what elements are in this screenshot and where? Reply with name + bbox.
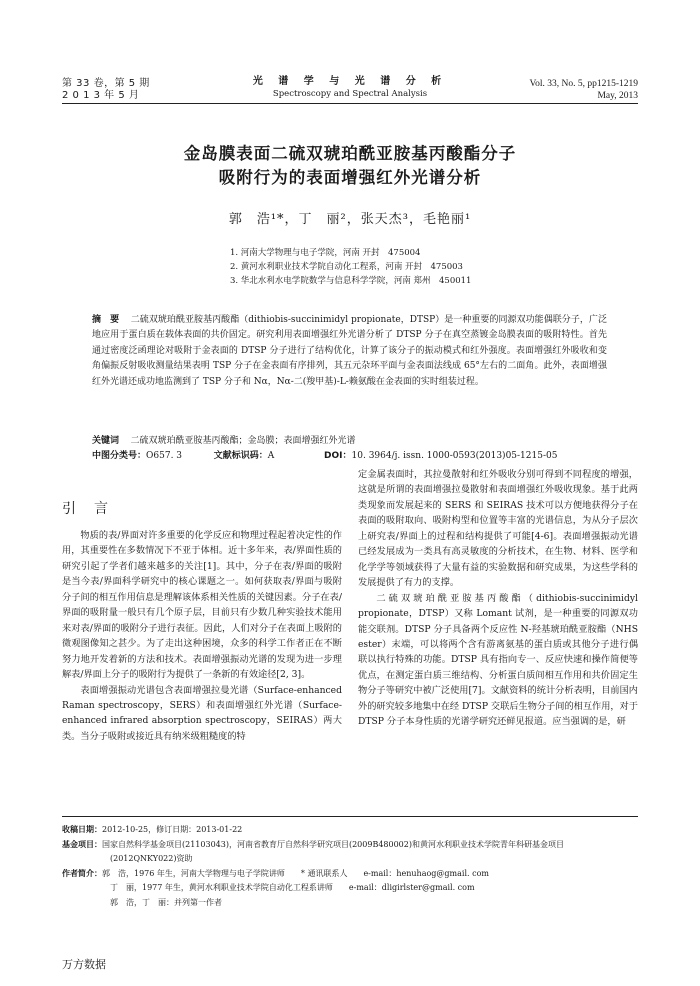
author-bio-2: 丁 丽，1977 年生，黄河水利职业技术学院自动化工程系讲师 e-mail：dligirlster@gmail. com — [110, 883, 475, 892]
affiliation-1: 1. 河南大学物理与电子学院，河南 开封 475004 — [230, 248, 421, 258]
paper-title-line2: 吸附行为的表面增强红外光谱分析 — [218, 168, 482, 187]
author-bio-3: 郭 浩，丁 丽：并列第一作者 — [110, 897, 222, 907]
doi-label: DOI： — [324, 451, 352, 461]
keywords-label: 关键词 — [92, 436, 120, 446]
received-label: 收稿日期： — [62, 825, 102, 834]
affiliations — [230, 246, 471, 288]
funding-text-cont: (2012QNKY022)资助 — [110, 854, 193, 863]
left-paragraph-1: 物质的表/界面对许多重要的化学反应和物理过程起着决定性的作用，其重要性在多数情况下不亚于体相。近十多年来，表/界面性质的研究引起了学者们越来越多的关注[1]。其中，分子在表/界面的吸附是当今表/界面科学研究中的核心课题之一。如何获取表/界面与吸附分子间的相互作用信息是理解该体系相关性质的关键因素。分子在表/界面的吸附量一般只有几个原子层，目前只有少数几种实验技术能用来对表/界面的吸附分子进行表征。因此，人们对分子在表面上吸附的微观图像知之甚少。为了走出这种困境，众多的科学工作者正在不断努力地开发着新的方法和技术。表面增强振动光谱的发现为进一步理解表/界面上分子的吸附行为提供了一条新的有效途径[2, 3]。 — [62, 530, 342, 681]
section-heading-introduction: 引言 — [62, 501, 126, 517]
issue-date: 2 0 1 3 年 5 月 — [62, 90, 140, 101]
doc-code: A — [267, 451, 275, 461]
footer-watermark: 万方数据 — [62, 958, 106, 971]
keywords-text: 二硫双琥珀酰亚胺基丙酸酯；金岛膜；表面增强红外光谱 — [130, 436, 356, 446]
volume-issue: 第 33 卷，第 5 期 — [62, 78, 150, 89]
journal-name-cn: 光 谱 学 与 光 谱 分 析 — [252, 76, 448, 87]
month-year: May, 2013 — [597, 91, 638, 101]
volume-pages: Vol. 33, No. 5, pp1215-1219 — [529, 79, 638, 89]
journal-name-en: Spectroscopy and Spectral Analysis — [272, 89, 428, 99]
clc-label: 中图分类号： — [92, 451, 147, 461]
author-bio-label: 作者简介： — [62, 868, 102, 878]
author-list: 郭 浩¹*，丁 丽²，张天杰³，毛艳丽¹ — [228, 212, 472, 227]
doc-code-label: 文献标识码： — [213, 451, 268, 461]
left-paragraph-2: 表面增强振动光谱包含表面增强拉曼光谱（Surface-enhanced Raman spectroscopy，SERS）和表面增强红外光谱（Surface-enhanced infrared absorption spectroscopy，SEIRAS）两大类。当分子吸附或接近具有纳米级粗糙度的特 — [62, 684, 342, 742]
abstract — [92, 313, 607, 390]
funding-label: 基金项目： — [62, 839, 102, 849]
affiliation-3: 3. 华北水利水电学院数学与信息科学学院，河南 郑州 450011 — [230, 276, 472, 286]
paper-title-line1: 金岛膜表面二硫双琥珀酰亚胺基丙酸酯分子 — [183, 144, 517, 163]
header-rule — [62, 103, 638, 104]
footnote-rule — [62, 816, 638, 817]
right-paragraph-1: 定金属表面时，其拉曼散射和红外吸收分别可得到不同程度的增强，这就是所谓的表面增强拉曼散射和表面增强红外吸收现象。基于此两类现象而发展起来的 SERS 和 SEIRAS 技术可以方便地获得分子在表面的吸附取向、吸附构型和位置等丰富的光谱信息，为从分子层次上研究表/界面上的过程和结构提供了可能[4-6]。表面增强振动光谱已经发展成为一类具有高灵敏度的分析技术，在生物、材料、医学和化学学等领域获得了大量有益的实验数据和研究成果，为这些学科的发展提供了有力的支撑。 — [358, 469, 638, 589]
received-text: 2012-10-25，修订日期：2013-01-22 — [102, 825, 243, 834]
funding-text: 国家自然科学基金项目(21103043)，河南省教育厅自然科学研究项目(2009B480002)和黄河水利职业技术学院青年科研基金项目 — [102, 839, 564, 849]
abstract-label: 摘 要 — [92, 315, 120, 325]
author-bio-1: 郭 浩，1976 年生，河南大学物理与电子学院讲师 * 通讯联系人 e-mail：henuhaog@gmail. com — [102, 868, 489, 878]
abstract-text: 二硫双琥珀酰亚胺基丙酸酯（dithiobis-succinimidyl propionate，DTSP）是一种重要的同源双功能偶联分子，广泛地应用于蛋白质在载体表面的共价固定。研究利用表面增强红外光谱分析了 DTSP 分子在真空蒸镀金岛膜表面的吸附特性。首先通过密度泛函理论对吸附于金表面的 DTSP 分子进行了结构优化，计算了该分子的振动模式和红外强度。表面增强红外吸收和变角偏振反射吸收测量结果表明 TSP 分子在金表面有序排列，其五元杂环平面与金表面法线成 65°左右的二面角。此外，表面增强红外光谱还成功地监测到了 TSP 分子和 Nα，Nα-二(羧甲基)-L-赖氨酸在金表面的实时组装过程。 — [92, 315, 607, 387]
right-paragraph-2: 二硫双琥珀酰亚胺基丙酸酯（dithiobis-succinimidyl propionate，DTSP）又称 Lomant 试剂，是一种重要的同源双功能交联剂。DTSP 分子具备两个反应性 N-羟基琥珀酰亚胺酯（NHS ester）末端，可以将两个含有游离氨基的蛋白质或其他分子进行偶联以执行特殊的功能。DTSP 具有指向专一、反应快速和操作简便等优点，在测定蛋白质三维结构、分析蛋白质间相互作用和共价固定生物分子等研究中被广泛使用[7]。文献资料的统计分析表明，目前国内外的研究较多地集中在经 DTSP 交联后生物分子间的相互作用，对于 DTSP 分子本身性质的光谱学研究还鲜见报道。应当强调的是，研 — [358, 592, 638, 728]
keywords-block — [92, 434, 622, 464]
affiliation-2: 2. 黄河水利职业技术学院自动化工程系，河南 开封 475003 — [230, 262, 463, 272]
doi-value: 10. 3964/j. issn. 1000-0593(2013)05-1215-05 — [351, 451, 558, 461]
clc-number: O657. 3 — [146, 451, 183, 461]
left-column — [62, 528, 342, 744]
right-column — [358, 467, 638, 730]
footnotes — [62, 823, 638, 910]
journal-pages-info — [529, 78, 638, 102]
